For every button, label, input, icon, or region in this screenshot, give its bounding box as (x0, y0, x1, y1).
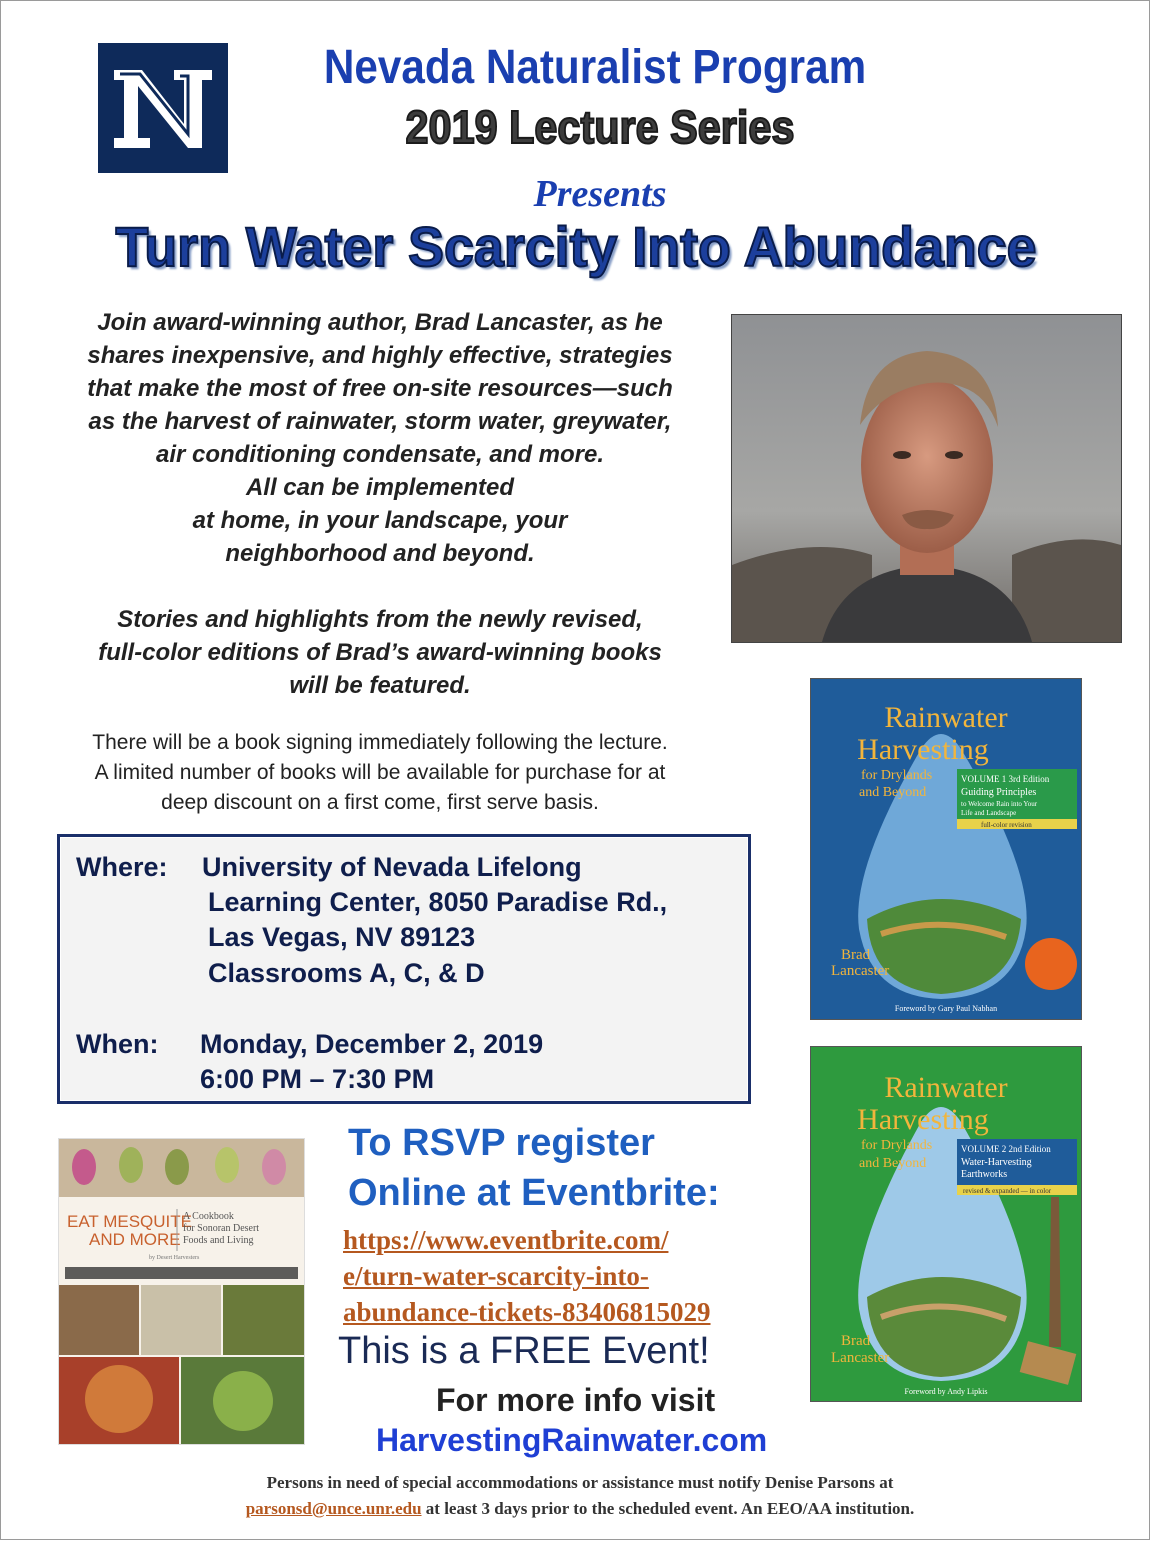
stories-line: Stories and highlights from the newly revised, (117, 606, 643, 633)
book1-author-1: Brad (841, 947, 871, 963)
book2-title-1: Rainwater (884, 1071, 1008, 1104)
more-info-label: For more info visit (436, 1382, 716, 1418)
when-label: When: (76, 1029, 159, 1059)
series-title: 2019 Lecture Series (405, 101, 795, 153)
book1-vol-sub-1: to Welcome Rain into Your (961, 800, 1038, 808)
signing-line: A limited number of books will be available for purchase for at (94, 761, 666, 784)
where-label: Where: (76, 852, 168, 882)
intro-line: neighborhood and beyond. (225, 540, 535, 567)
event-details-box (57, 834, 751, 1104)
book2-author-1: Brad (841, 1333, 871, 1349)
footer-line-2 (100, 1496, 1060, 1522)
book1-sub-1: for Drylands (861, 768, 933, 783)
book2-revision: revised & expanded — in color (963, 1187, 1052, 1195)
n-logo-icon (108, 58, 218, 158)
intro-line: at home, in your landscape, your (192, 507, 568, 534)
cookbook-sub-3: Foods and Living (183, 1235, 254, 1246)
book1-foreword: Foreword by Gary Paul Nabhan (894, 1004, 998, 1013)
university-of-nevada-logo (98, 43, 228, 173)
where-line: University of Nevada Lifelong (202, 852, 582, 882)
book2-vol-title-1: Water-Harvesting (961, 1157, 1032, 1168)
intro-line: as the harvest of rainwater, storm water, greywater, (88, 408, 672, 435)
book2-vol-title-2: Earthworks (961, 1169, 1008, 1180)
cookbook-title-1: EAT MESQUITE (67, 1212, 193, 1231)
stories-line: full-color editions of Brad’s award-winning books (98, 639, 662, 666)
rsvp-line-1: To RSVP register (348, 1122, 655, 1164)
footer-line-2-text: at least 3 days prior to the scheduled event. An EEO/AA institution. (421, 1499, 915, 1518)
program-title: Nevada Naturalist Program (323, 41, 867, 94)
signing-line: deep discount on a first come, first serve basis. (161, 791, 599, 814)
book2-sub-1: for Drylands (861, 1138, 933, 1153)
book1-author-2: Lancaster (831, 963, 890, 979)
book1-vol-title: Guiding Principles (961, 787, 1037, 798)
eventbrite-link[interactable] (343, 1222, 711, 1330)
intro-line: shares inexpensive, and highly effective, strategies (87, 342, 673, 369)
presents-label: Presents (533, 173, 667, 215)
free-event-label: This is a FREE Event! (338, 1330, 710, 1372)
author-photo (731, 314, 1122, 643)
website-link[interactable]: HarvestingRainwater.com (376, 1422, 768, 1458)
intro-text (30, 306, 730, 702)
signing-line: There will be a book signing immediately following the lecture. (92, 731, 668, 754)
eventbrite-url-line[interactable]: e/turn-water-scarcity-into- (343, 1261, 649, 1291)
book1-title-2: Harvesting (857, 733, 989, 766)
intro-line: that make the most of free on-site resources—such (87, 375, 673, 402)
eat-mesquite-book-cover (58, 1138, 305, 1445)
book1-sub-2: and Beyond (859, 785, 927, 800)
rsvp-heading (348, 1118, 720, 1218)
stories-line: will be featured. (289, 672, 471, 699)
book-cover-volume-2 (810, 1046, 1082, 1402)
book-cover-volume-1 (810, 678, 1082, 1020)
book1-title-1: Rainwater (884, 701, 1008, 734)
cookbook-sub-1: A Cookbook (183, 1211, 234, 1222)
where-line: Classrooms A, C, & D (208, 958, 485, 988)
book2-sub-2: and Beyond (859, 1156, 927, 1171)
intro-line: Join award-winning author, Brad Lancaster, as he (97, 309, 663, 336)
book2-volume: VOLUME 2 2nd Edition (961, 1144, 1051, 1154)
book1-vol-sub-2: Life and Landscape (961, 809, 1017, 817)
cookbook-author: by Desert Harvesters (149, 1255, 200, 1261)
where-line: Las Vegas, NV 89123 (208, 922, 476, 952)
book2-foreword: Foreword by Andy Lipkis (904, 1387, 988, 1396)
book1-revision: full-color revision (981, 821, 1032, 829)
accommodations-footer (100, 1470, 1060, 1522)
when-time: 6:00 PM – 7:30 PM (200, 1064, 435, 1094)
footer-line-1: Persons in need of special accommodations or assistance must notify Denise Parsons at (266, 1473, 894, 1492)
eventbrite-url-line[interactable]: https://www.eventbrite.com/ (343, 1225, 669, 1255)
cookbook-title-2: AND MORE (89, 1230, 181, 1249)
lecture-title: Turn Water Scarcity Into Abundance (115, 215, 1037, 278)
intro-line: All can be implemented (245, 474, 515, 501)
book2-author-2: Lancaster (831, 1350, 890, 1366)
intro-line: air conditioning condensate, and more. (155, 441, 605, 468)
where-line: Learning Center, 8050 Paradise Rd., (208, 887, 668, 917)
contact-email-link[interactable]: parsonsd@unce.unr.edu (245, 1499, 422, 1518)
rsvp-line-2: Online at Eventbrite: (348, 1172, 720, 1214)
book2-title-2: Harvesting (857, 1103, 989, 1136)
cookbook-sub-2: for Sonoran Desert (183, 1223, 260, 1234)
book1-volume: VOLUME 1 3rd Edition (961, 774, 1050, 784)
when-date: Monday, December 2, 2019 (200, 1029, 544, 1059)
eventbrite-url-line[interactable]: abundance-tickets-83406815029 (343, 1297, 711, 1327)
book-signing-note (30, 728, 730, 818)
